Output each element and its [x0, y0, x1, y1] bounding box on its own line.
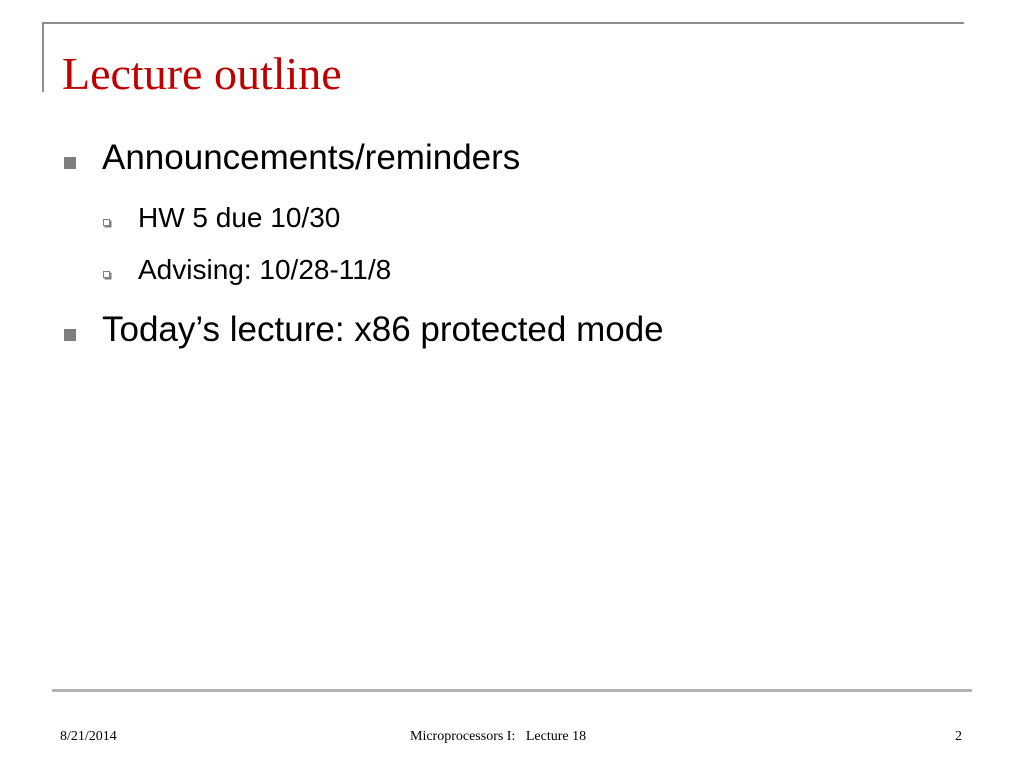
bullet-announcements	[0, 138, 1000, 188]
square-bullet-icon	[64, 157, 76, 169]
slide-frame-left-border	[42, 22, 44, 92]
sub-bullet-hw	[0, 202, 1000, 242]
sub-bullet-advising	[0, 254, 1000, 294]
sub-bullet-text: Advising: 10/28-11/8	[138, 254, 392, 285]
bullet-text: Today’s lecture: x86 protected mode	[102, 310, 664, 349]
slide-title: Lecture outline	[62, 48, 342, 99]
bullet-todays-lecture	[0, 310, 1000, 360]
footer-date: 8/21/2014	[60, 729, 117, 744]
bullet-text: Announcements/reminders	[102, 138, 521, 177]
footer-course: Microprocessors I: Lecture 18	[410, 729, 587, 744]
slide-frame-top-border	[42, 22, 964, 24]
footer-page-number: 2	[955, 729, 962, 744]
hollow-square-bullet-icon	[103, 271, 110, 278]
square-bullet-icon	[64, 329, 76, 341]
hollow-square-bullet-icon	[103, 219, 110, 226]
sub-bullet-text: HW 5 due 10/30	[138, 202, 341, 233]
footer-divider	[52, 689, 972, 692]
